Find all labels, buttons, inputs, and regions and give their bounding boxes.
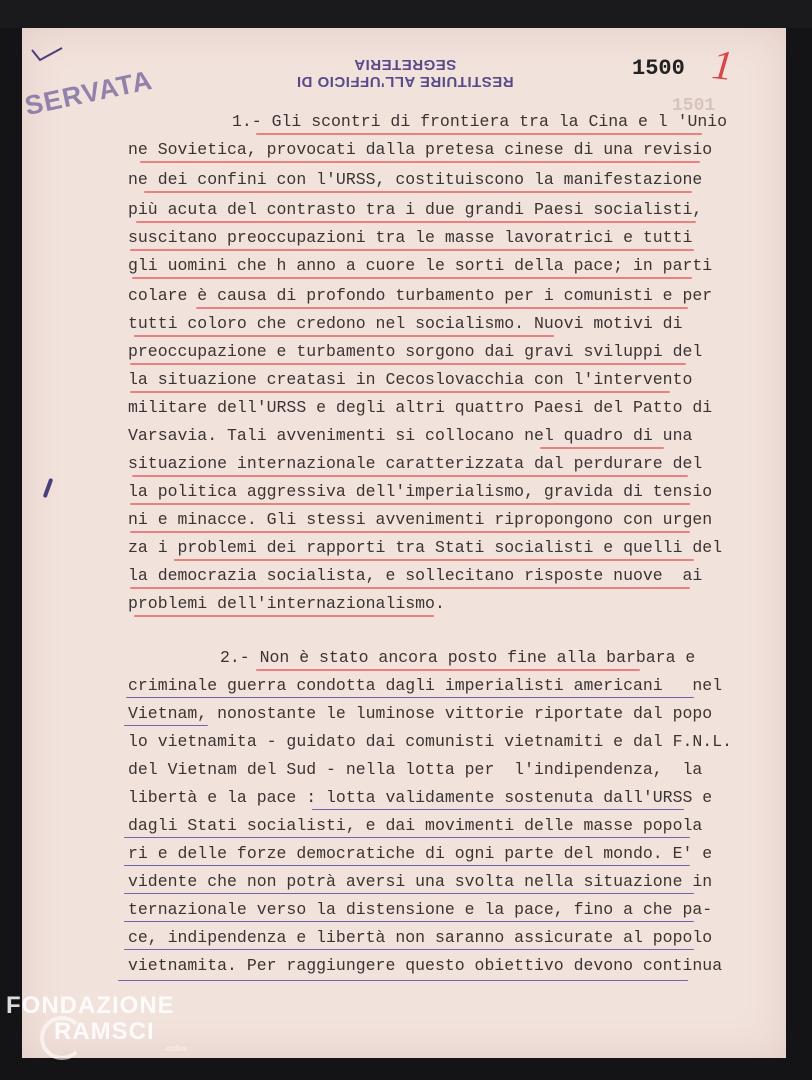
red-underline	[130, 391, 670, 393]
text-line: Vietnam, nonostante le luminose vittorie riportate dal popo	[128, 704, 713, 723]
text-line: ce, indipendenza e libertà non saranno assicurate al popolo	[128, 928, 713, 947]
red-underline	[174, 559, 694, 561]
office-stamp: RESTITUIRE ALL'UFFICIO DI SEGRETERIA	[296, 56, 514, 90]
blue-underline	[124, 893, 694, 894]
red-underline	[136, 221, 696, 223]
text-line: ri e delle forze democratiche di ogni parte del mondo. E' e	[128, 844, 713, 863]
red-underline	[132, 277, 692, 279]
red-underline	[130, 503, 690, 505]
text-line: situazione internazionale caratterizzata dal perdurare del	[128, 454, 703, 473]
red-underline	[256, 669, 640, 671]
blue-underline	[124, 725, 208, 726]
text-line: lo vietnamita - guidato dai comunisti vietnamiti e dal F.N.L.	[128, 732, 732, 751]
text-line: la politica aggressiva dell'imperialismo, gravida di tensio	[128, 482, 713, 501]
text-line: colare è causa di profondo turbamento per i comunisti e per	[128, 286, 713, 305]
text-line: ne Sovietica, provocati dalla pretesa cinese di una revisio	[128, 140, 713, 159]
red-underline	[134, 335, 554, 337]
text-line: gli uomini che h anno a cuore le sorti della pace; in parti	[128, 256, 713, 275]
gramsci-logo-icon	[40, 1016, 84, 1060]
text-line: libertà e la pace : lotta validamente sostenuta dall'URSS e	[128, 788, 713, 807]
red-underline	[132, 475, 688, 477]
text-line: preoccupazione e turbamento sorgono dai gravi sviluppi del	[128, 342, 703, 361]
text-line: la situazione creatasi in Cecoslovacchia con l'intervento	[128, 370, 693, 389]
text-line: suscitano preoccupazioni tra le masse lavoratrici e tutti	[128, 228, 693, 247]
red-underline	[134, 615, 434, 617]
text-line: criminale guerra condotta dagli imperialisti americani nel	[128, 676, 723, 695]
bleed-through-number: 1501	[672, 96, 716, 116]
blue-underline	[124, 865, 690, 866]
red-underline	[196, 307, 688, 309]
red-underline	[144, 191, 692, 193]
red-underline	[130, 363, 686, 365]
red-underline	[130, 249, 694, 251]
watermark-line-2: RAMSCI	[54, 1018, 155, 1045]
watermark-line-3: onlus	[166, 1044, 188, 1053]
top-dark-strip	[0, 0, 812, 28]
page-number: 1500	[632, 56, 685, 81]
text-line: ternazionale verso la distensione e la pace, fino a che pa-	[128, 900, 713, 919]
watermark-line-1: FONDAZIONE	[6, 992, 175, 1019]
text-line: del Vietnam del Sud - nella lotta per l'indipendenza, la	[128, 760, 703, 779]
checkmark-icon	[28, 42, 68, 72]
blue-underline	[126, 697, 694, 698]
text-line: ne dei confini con l'URSS, costituiscono la manifestazione	[128, 170, 703, 189]
text-line: vidente che non potrà aversi una svolta nella situazione in	[128, 872, 713, 891]
red-underline	[130, 531, 690, 533]
text-line: militare dell'URSS e degli altri quattro Paesi del Patto di	[128, 398, 713, 417]
text-line: ni e minacce. Gli stessi avvenimenti ripropongono con urgen	[128, 510, 713, 529]
blue-underline	[124, 837, 690, 838]
fondazione-gramsci-watermark	[6, 992, 187, 1053]
red-underline	[140, 161, 700, 163]
text-line: 2.- Non è stato ancora posto fine alla barbara e	[220, 648, 696, 667]
riservata-stamp: SERVATA	[22, 64, 156, 122]
text-line: vietnamita. Per raggiungere questo obiettivo devono continua	[128, 956, 723, 975]
text-line: tutti coloro che credono nel socialismo. Nuovi motivi di	[128, 314, 683, 333]
handwritten-mark: 1	[709, 42, 736, 90]
text-line: za i problemi dei rapporti tra Stati socialisti e quelli del	[128, 538, 723, 557]
blue-underline	[124, 921, 694, 922]
text-line: dagli Stati socialisti, e dai movimenti delle masse popola	[128, 816, 703, 835]
red-underline	[540, 447, 664, 449]
blue-underline	[118, 980, 688, 981]
text-line: la democrazia socialista, e sollecitano risposte nuove ai	[128, 566, 703, 585]
blue-underline	[312, 809, 684, 810]
text-line: Varsavia. Tali avvenimenti si collocano nel quadro di una	[128, 426, 693, 445]
text-line: 1.- Gli scontri di frontiera tra la Cina e l 'Unio	[232, 112, 728, 131]
red-underline	[256, 133, 702, 135]
red-underline	[130, 587, 690, 589]
text-line: più acuta del contrasto tra i due grandi Paesi socialisti,	[128, 200, 703, 219]
blue-underline	[124, 949, 694, 950]
text-line: problemi dell'internazionalismo.	[128, 594, 445, 613]
